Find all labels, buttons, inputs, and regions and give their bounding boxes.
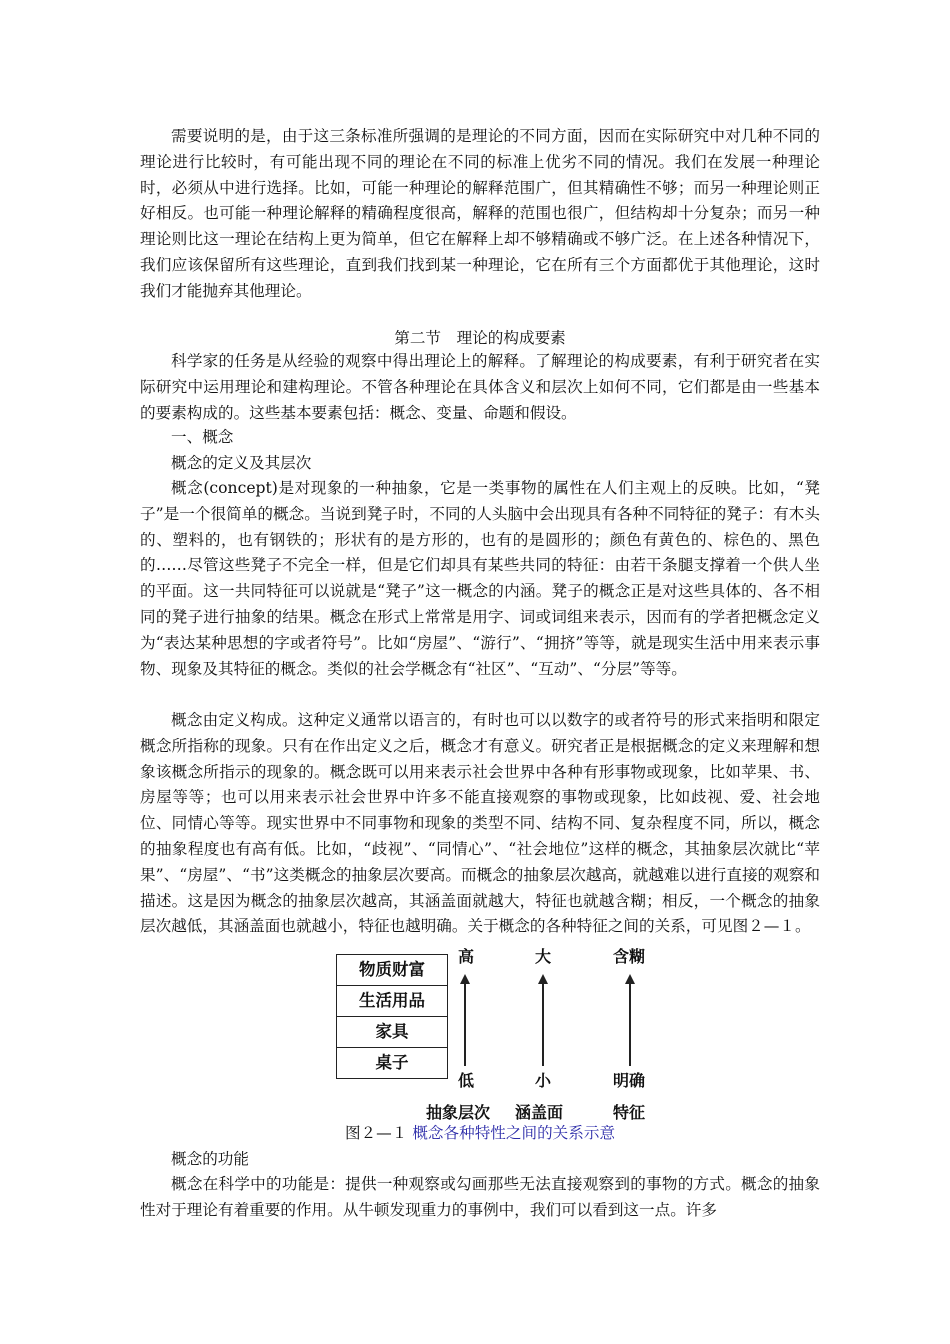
paragraph-intro: 需要说明的是，由于这三条标准所强调的是理论的不同方面，因而在实际研究中对几种不同的理论进行比较时，有可能出现不同的理论在不同的标准上优劣不同的情况。我们在发展一种理论时，必须从中进行选择。比如，可能一种理论的解释范围广，但其精确性不够；而另一种理论则正好相反。也可能一种理论解释的精确程度很高，解释的范围也很广，但结构却十分复杂；而另一种理论则比这一理论在结构上更为简单，但它在解释上却不够精确或不够广泛。在上述各种情况下，我们应该保留所有这些理论，直到我们找到某一种理论，它在所有三个方面都优于其他理论，这时我们才能抛弃其他理论。 — [140, 127, 820, 300]
figure-caption — [140, 1122, 820, 1144]
hierarchy-level: 家具 — [337, 1017, 447, 1048]
coverage-large-label: 大 — [535, 947, 552, 966]
feature-vague-label: 含糊 — [613, 947, 646, 966]
abstraction-hierarchy-box — [336, 954, 448, 1079]
figure-caption-number: 图２—１ — [344, 1124, 408, 1142]
paragraph-concept-levels: 概念由定义构成。这种定义通常以语言的，有时也可以以数字的或者符号的形式来指明和限定概念所指称的现象。只有在作出定义之后，概念才有意义。研究者正是根据概念的定义来理解和想象该概念所指示的现象的。概念既可以用来表示社会世界中各种有形事物或现象，比如苹果、书、房屋等等；也可以用来表示社会世界中许多不能直接观察的事物或现象，比如歧视、爱、社会地位、同情心等等。现实世界中不同事物和现象的类型不同、结构不同、复杂程度不同，所以，概念的抽象程度也有高有低。比如，“歧视”、“同情心”、“社会地位”这样的概念，其抽象层次就比“苹果”、“房屋”、“书”这类概念的抽象层次要高。而概念的抽象层次越高，就越难以进行直接的观察和描述。这是因为概念的抽象层次越高，其涵盖面就越大，特征也就越含糊；相反，一个概念的抽象层次越低，其涵盖面也就越小，特征也越明确。关于概念的各种特征之间的关系，可见图２—１。 — [140, 711, 820, 936]
hierarchy-level: 物质财富 — [337, 955, 447, 986]
hierarchy-level: 桌子 — [375, 1053, 409, 1072]
feature-label: 特征 — [613, 1103, 646, 1122]
section-title: 第二节 理论的构成要素 — [394, 329, 566, 347]
coverage-small-label: 小 — [535, 1071, 552, 1090]
abstraction-low-label: 低 — [458, 1071, 475, 1090]
paragraph-section-intro: 科学家的任务是从经验的观察中得出理论上的解释。了解理论的构成要素，有利于研究者在实际研究中运用理论和建构理论。不管各种理论在具体含义和层次上如何不同，它们都是由一些基本的要素构成的。这些基本要素包括：概念、变量、命题和假设。 — [140, 352, 820, 422]
abstraction-level-label: 抽象层次 — [426, 1103, 491, 1122]
heading-concept: 一、概念 — [171, 428, 234, 446]
paragraph-concept-function: 概念在科学中的功能是：提供一种观察或勾画那些无法直接观察到的事物的方式。概念的抽象性对于理论有着重要的作用。从牛顿发现重力的事例中，我们可以看到这一点。许多 — [140, 1175, 820, 1219]
coverage-label: 涵盖面 — [515, 1103, 564, 1122]
feature-clear-label: 明确 — [613, 1071, 646, 1090]
figure-caption-text: 概念各种特性之间的关系示意 — [412, 1124, 616, 1142]
paragraph-concept-definition: 概念(concept)是对现象的一种抽象，它是一类事物的属性在人们主观上的反映。比如，“凳子”是一个很简单的概念。当说到凳子时，不同的人头脑中会出现具有各种不同特征的凳子：有木头的、塑料的，也有钢铁的；形状有的是方形的，也有的是圆形的；颜色有黄色的、棕色的、黑色的……尽管这些凳子不完全一样，但是它们却具有某些共同的特征：由若干条腿支撑着一个供人坐的平面。这一共同特征可以说就是“凳子”这一概念的内涵。凳子的概念正是对这些具体的、各不相同的凳子进行抽象的结果。概念在形式上常常是用字、词或词组来表示，因而有的学者把概念定义为“表达某种思想的字或者符号”。比如“房屋”、“游行”、“拥挤”等等，就是现实生活中用来表示事物、现象及其特征的概念。类似的社会学概念有“社区”、“互动”、“分层”等等。 — [140, 479, 820, 678]
hierarchy-level: 生活用品 — [337, 986, 447, 1017]
heading-definition: 概念的定义及其层次 — [171, 454, 312, 472]
heading-function: 概念的功能 — [171, 1150, 249, 1168]
abstraction-high-label: 高 — [458, 947, 475, 966]
figure-2-1 — [330, 940, 660, 1125]
